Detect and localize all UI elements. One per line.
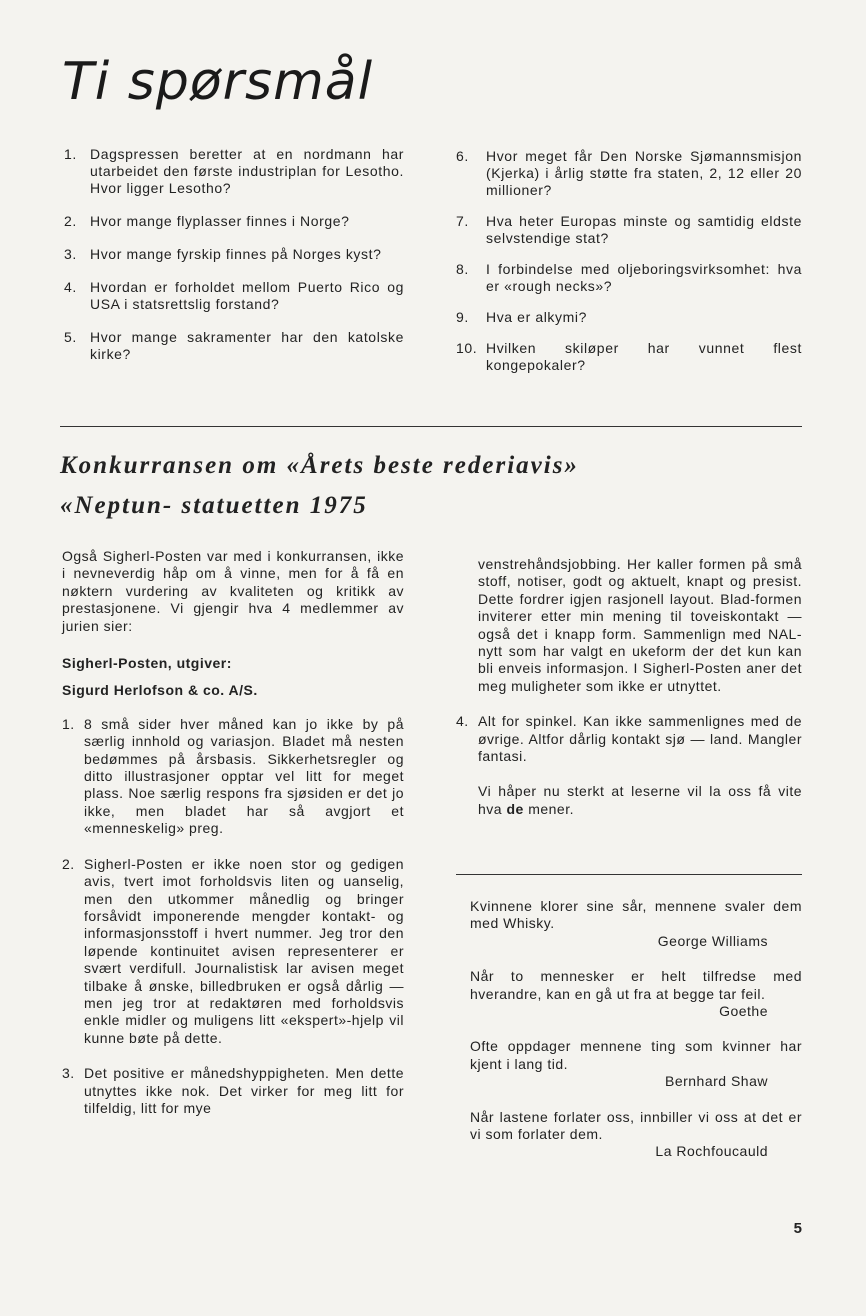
section-divider — [60, 426, 802, 427]
question-number: 8. — [456, 261, 469, 277]
question-item — [64, 146, 404, 197]
quote-item — [456, 898, 802, 950]
question-text: Dagspressen beretter at en nordmann har utarbeidet den første industriplan for Lesotho. Hvor ligger Lesotho? — [90, 146, 404, 196]
quote-author: George Williams — [657, 932, 768, 949]
article-closing — [456, 783, 802, 818]
quote-item — [456, 1038, 802, 1090]
question-item — [64, 279, 404, 313]
page-number: 5 — [793, 1220, 802, 1237]
jury-comment — [62, 716, 404, 838]
question-number: 10. — [456, 340, 478, 356]
comment-number: 3. — [62, 1065, 75, 1082]
jury-comment — [62, 856, 404, 1047]
comment-text: 8 små sider hver måned kan jo ikke by på særlig innhold og variasjon. Bladet må nesten bedømmes på årsbasis. Sikkerhetsregler og ditto illustrasjoner opptar vel litt for meget plass. Noe særlig respons fra sjøsiden er det jo ikke, men bladet har så avgjort et «menneskelig» preg. — [84, 715, 404, 837]
jury-comment — [62, 1065, 404, 1117]
question-item — [456, 340, 802, 374]
publisher-label: Sigherl-Posten, utgiver: — [62, 655, 232, 672]
question-text: Hvilken skiløper har vunnet flest kongepokaler? — [486, 340, 802, 373]
quote-text: Når lastene forlater oss, innbiller vi oss at det er vi som forlater dem. — [470, 1108, 802, 1143]
question-number: 7. — [456, 213, 469, 229]
comment-number: 2. — [62, 855, 75, 872]
quote-item — [456, 1109, 802, 1161]
question-text: Hvor meget får Den Norske Sjømannsmisjon (Kjerka) i årlig støtte fra staten, 2, 12 eller 20 millioner? — [486, 148, 802, 198]
question-text: I forbindelse med oljeboringsvirksomhet: hva er «rough necks»? — [486, 261, 802, 294]
jury-comments-list-continued — [456, 713, 802, 765]
questions-left-list — [64, 146, 404, 379]
jury-comment — [456, 713, 802, 765]
question-text: Hva heter Europas minste og samtidig eldste selvstendige stat? — [486, 213, 802, 246]
question-number: 3. — [64, 246, 77, 262]
questions-right-list — [456, 148, 802, 388]
publisher-name: Sigurd Herlofson & co. A/S. — [62, 682, 258, 699]
quote-text: Når to mennesker er helt tilfredse med hverandre, kan en gå ut fra at begge tar feil. — [470, 968, 802, 1002]
comment-text: Det positive er månedshyppigheten. Men dette utnyttes ikke nok. Det virker for meg litt for tilfeldig, litt for mye — [84, 1065, 404, 1116]
quote-author: Bernhard Shaw — [664, 1073, 768, 1090]
comment-continuation: venstrehåndsjobbing. Her kaller formen på små stoff, notiser, godt og aktuelt, knapt og presist. Dette fordrer igjen rasjonell layout. Blad-formen inviterer etter min mening til toveiskontakt — også det i knapp form. Sammenlign med NAL-nytt som har valgt en ukeform der det kun kan bli enveis informasjon. I Sigherl-Posten aner det meg muligheter som ikke er utnyttet. — [478, 556, 802, 694]
article-right-column — [456, 556, 802, 818]
article-left-column — [62, 548, 404, 1117]
question-text: Hvor mange sakramenter har den katolske kirke? — [90, 329, 404, 362]
contest-heading: Konkurransen om «Årets beste rederiavis» — [60, 452, 579, 479]
comment-text: Alt for spinkel. Kan ikke sammenlignes med de øvrige. Altfor dårlig kontakt sjø — land. Mangler fantasi. — [478, 713, 802, 765]
closing-text: Vi håper nu sterkt at leserne vil la oss få vite hva — [478, 783, 802, 817]
quote-text: Kvinnene klorer sine sår, mennene svaler dem med Whisky. — [470, 898, 802, 932]
question-number: 5. — [64, 329, 77, 345]
closing-emphasis: de — [506, 800, 524, 817]
question-text: Hvor mange fyrskip finnes på Norges kyst? — [90, 246, 382, 262]
question-number: 1. — [64, 146, 77, 162]
question-item — [64, 329, 404, 363]
quotes-section — [456, 898, 802, 1179]
quote-text: Ofte oppdager mennene ting som kvinner har kjent i lang tid. — [470, 1038, 802, 1072]
quote-author: La Rochfoucauld — [655, 1143, 768, 1160]
quote-author: Goethe — [719, 1003, 768, 1020]
comment-text: Sigherl-Posten er ikke noen stor og gedigen avis, tvert imot forholdsvis liten og uanselig, men den utkommer månedlig og bringer forsåvidt imponerende mengder kontakt- og informasjonsstoff i hvert nummer. Jeg tror den løpende kontinuitet avisen representerer er svært verdifull. Journalistisk lar avisen meget tilbake å ønske, billedbruken er også dårlig — men jeg tror at redaktøren med forholdsvis enkle midler og muligens litt «ekspert»-hjelp vil kunne bøte på dette. — [84, 855, 404, 1046]
article-intro: Også Sigherl-Posten var med i konkurransen, ikke i nevneverdig håp om å vinne, men for å få en nøktern vurdering av kvaliteten og kritikk av prestasjonene. Vi gjengir hva 4 medlemmer av jurien sier: — [62, 548, 404, 634]
question-item — [456, 309, 802, 326]
question-item — [64, 213, 404, 230]
question-number: 2. — [64, 213, 77, 229]
page-title: Ti spørsmål — [62, 52, 374, 112]
quotes-divider — [456, 874, 802, 875]
question-item — [456, 261, 802, 295]
quote-item — [456, 968, 802, 1020]
contest-subheading: «Neptun- statuetten 1975 — [60, 492, 368, 519]
question-number: 4. — [64, 279, 77, 295]
question-item — [456, 148, 802, 199]
question-item — [64, 246, 404, 263]
question-item — [456, 213, 802, 247]
comment-number: 1. — [62, 715, 75, 732]
question-text: Hva er alkymi? — [486, 309, 587, 325]
question-number: 6. — [456, 148, 469, 164]
comment-number: 4. — [456, 713, 469, 730]
question-number: 9. — [456, 309, 469, 325]
question-text: Hvor mange flyplasser finnes i Norge? — [90, 213, 350, 229]
jury-comments-list — [62, 716, 404, 1118]
closing-text-end: mener. — [523, 800, 575, 817]
question-text: Hvordan er forholdet mellom Puerto Rico og USA i statsrettslig forstand? — [90, 279, 404, 312]
